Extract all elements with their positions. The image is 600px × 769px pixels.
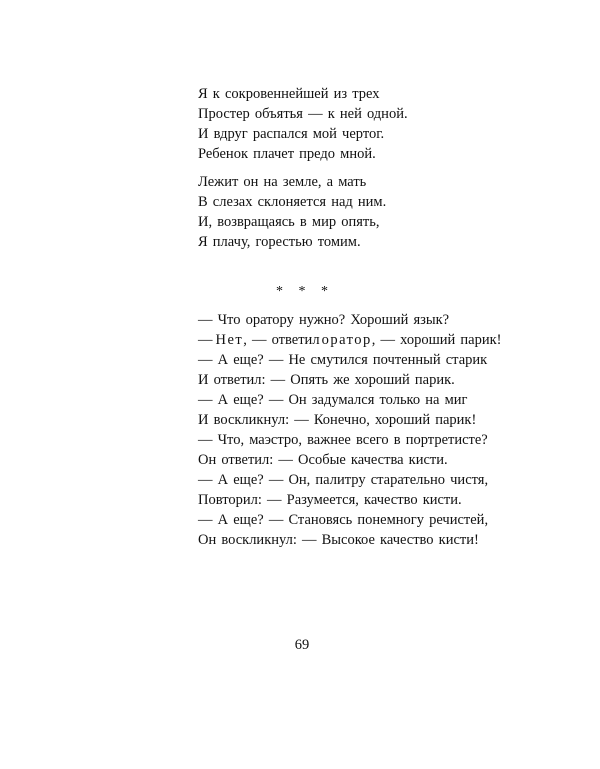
- verse-line: — Что оратору нужно? Хороший язык?: [198, 312, 450, 328]
- verse-line: В слезах склоняется над ним.: [198, 194, 387, 210]
- poem-one-stanza-2: [198, 172, 386, 252]
- verse-line: Ребенок плачет предо мной.: [198, 146, 376, 162]
- verse-line: — А еще? — Он задумался только на миг: [198, 392, 468, 408]
- verse-line: И ответил: — Опять же хороший парик.: [198, 372, 455, 388]
- poem-two-stanza-2: [198, 430, 488, 550]
- page-number: 69: [294, 637, 310, 653]
- dash: —: [198, 332, 213, 348]
- verse-line: Лежит он на земле, а мать: [198, 174, 367, 190]
- emphasized-word: Нет: [215, 332, 244, 348]
- verse-line: Он ответил: — Особые качества кисти.: [198, 452, 448, 468]
- section-divider: * * *: [276, 284, 328, 299]
- verse-line: Простер объятья — к ней одной.: [198, 106, 408, 122]
- verse-line: Повторил: — Разумеется, качество кисти.: [198, 492, 462, 508]
- verse-fragment: , — хороший парик!: [371, 332, 502, 348]
- verse-line: — А еще? — Становясь понемногу речистей,: [198, 512, 489, 528]
- poem-two-stanza-1: [198, 310, 502, 430]
- verse-line: Я плачу, горестью томим.: [198, 234, 361, 250]
- verse-line: — А еще? — Он, палитру старательно чистя,: [198, 472, 489, 488]
- poem-one-stanza-1: [198, 84, 408, 164]
- verse-line: — Что, маэстро, важнее всего в портретисте?: [198, 432, 488, 448]
- verse-line-spaced: [198, 330, 502, 350]
- verse-fragment: , — ответил: [243, 332, 320, 348]
- verse-line: И вдруг распался мой чертог.: [198, 126, 385, 142]
- verse-line: И, возвращаясь в мир опять,: [198, 214, 380, 230]
- verse-line: Он воскликнул: — Высокое качество кисти!: [198, 532, 479, 548]
- verse-line: Я к сокровеннейшей из трех: [198, 86, 380, 102]
- verse-line: И воскликнул: — Конечно, хороший парик!: [198, 412, 477, 428]
- emphasized-word: оратор: [321, 332, 372, 348]
- verse-line: — А еще? — Не смутился почтенный старик: [198, 352, 488, 368]
